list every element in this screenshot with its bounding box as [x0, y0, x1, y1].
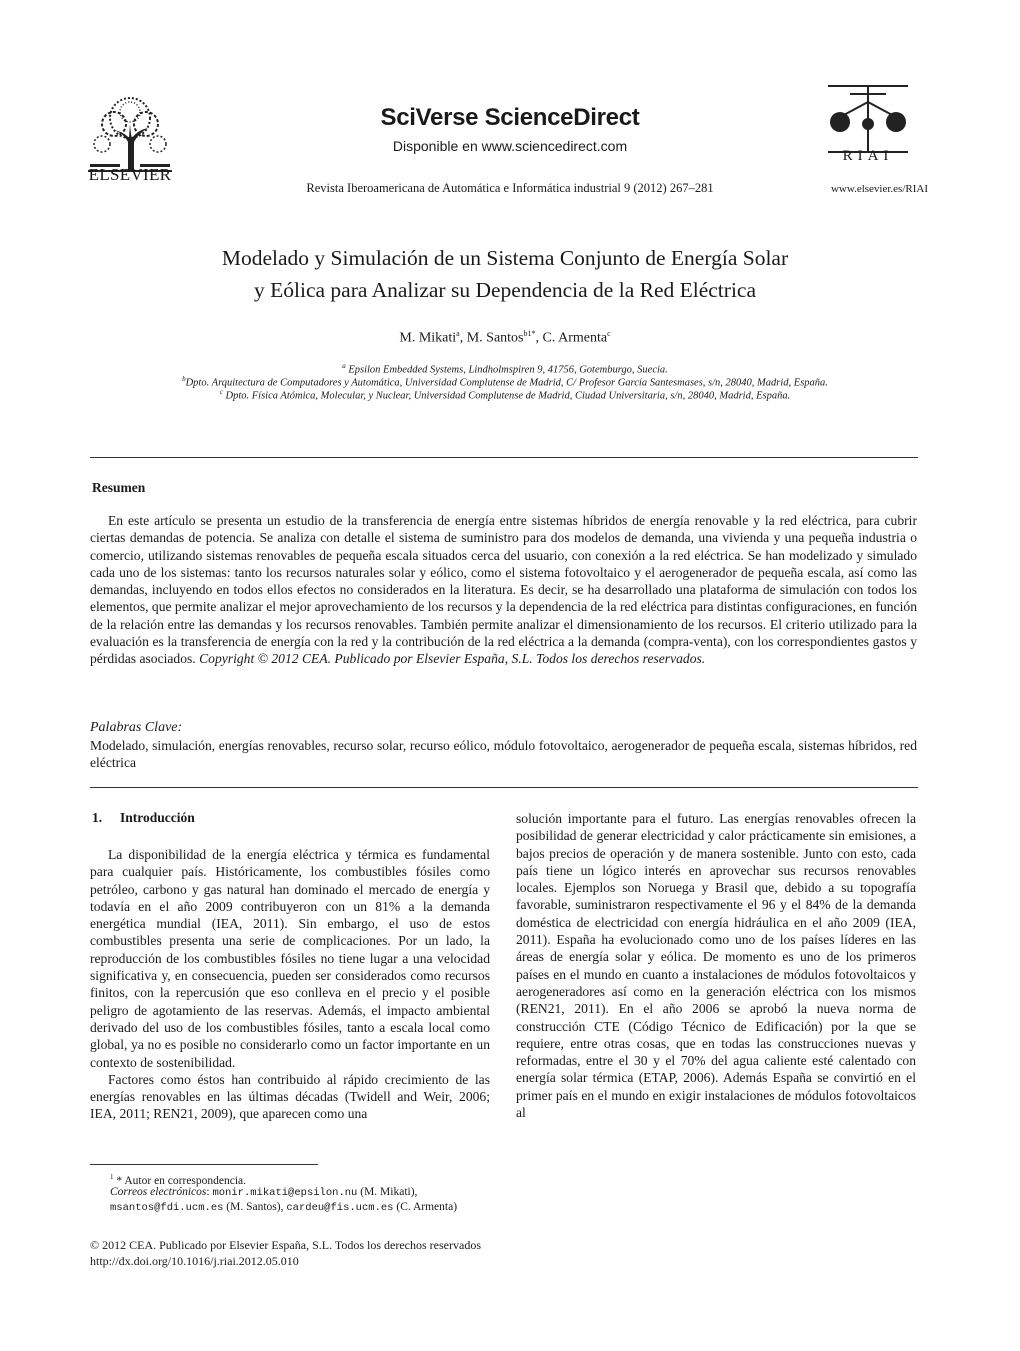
- footnote-line: [110, 1200, 457, 1216]
- riai-name: RIAI: [842, 148, 894, 164]
- affiliation: [90, 362, 920, 376]
- affiliation-text: Epsilon Embedded Systems, Lindholmspiren 9, 41756, Gotemburgo, Suecia.: [348, 364, 668, 376]
- author-name: M. Mikati: [399, 330, 457, 346]
- affiliation-mark: a: [342, 362, 346, 370]
- abstract-body: [90, 512, 917, 668]
- column-left: [90, 846, 490, 1123]
- affiliation-mark: c: [219, 388, 223, 396]
- bottom-copyright: © 2012 CEA. Publicado por Elsevier España, S.L. Todos los derechos reservados: [90, 1238, 481, 1252]
- paragraph: solución importante para el futuro. Las energías renovables ofrecen la posibilidad de generar electricidad y calor prácticamente sin emisiones, a bajos precios de operación y de manera sostenible. Junto con esto, cada país tiene un lógico interés en aprovechar sus recursos renovables locales. Ejemplos son Noruega y Brasil que, debido a su topografía favorable, suministraron respectivamente el 96 y el 84% de la demanda doméstica de electricidad con energía hidráulica en el año 2009 (IEA, 2011). España ha evolucionado como uno de los países líderes en las áreas de energía solar y eólica. De momento es uno de los primeros países en el mundo en cuanto a instalaciones de módulos fotovoltaicos y aerogeneradores así como en la generación eléctrica con los mismos (REN21, 2011). En el año 2006 se aprobó la nueva norma de construcción CTE (Código Técnico de Edificación) por la que se requiere, entre otras cosas, que en todas las construcciones nuevas y reformadas, entre el 30 y el 70% del agua caliente esté calentado con energía solar térmica (ETAP, 2006). Además España se convirtió en el primer país en el mundo en exigir instalaciones de módulos fotovoltaicos al: [516, 811, 916, 1121]
- affiliation: [90, 375, 920, 389]
- email-owner: (M. Santos),: [223, 1201, 287, 1213]
- affiliation-text: Dpto. Arquitectura de Computadores y Automática, Universidad Complutense de Madrid, C/ Profesor García Santesmases, s/n, 28040, Madrid, España.: [185, 377, 828, 389]
- keywords-heading: Palabras Clave:: [90, 720, 183, 735]
- email-link[interactable]: cardeu@fis.ucm.es: [286, 1202, 394, 1214]
- paragraph: Factores como éstos han contribuido al rápido crecimiento de las energías renovables en las últimas décadas (Twidell and Weir, 2006; IEA, 2011; REN21, 2009), que aparecen como una: [90, 1071, 490, 1122]
- section-heading: [92, 810, 195, 826]
- doi-link[interactable]: http://dx.doi.org/10.1016/j.riai.2012.05.010: [90, 1254, 299, 1268]
- emails-label: Correos electrónicos: [110, 1186, 207, 1198]
- divider: [90, 787, 918, 788]
- affiliation: [90, 388, 920, 402]
- email-link[interactable]: monir.mikati@epsilon.nu: [212, 1187, 358, 1199]
- footnote-line: Correos electrónicos: monir.mikati@epsilon.nu (M. Mikati),: [110, 1186, 418, 1199]
- abstract-heading: Resumen: [92, 480, 146, 495]
- availability-line: Disponible en www.sciencedirect.com: [392, 138, 628, 154]
- publisher-name: ELSEVIER: [88, 165, 172, 184]
- title-line-2: y Eólica para Analizar su Dependencia de la Red Eléctrica: [253, 278, 757, 302]
- section-title: Introducción: [120, 810, 195, 825]
- paragraph: La disponibilidad de la energía eléctrica y térmica es fundamental para cualquier país. Históricamente, los combustibles fósiles como petróleo, carbono y gas natural han dominado el mercado de energía y todavía en el año 2009 contribuyeron con un 81% a la demanda energética mundial (IEA, 2011). Sin embargo, el uso de estos combustibles presenta una serie de complicaciones. Por un lado, la reproducción de los combustibles fósiles no tiene lugar a una velocidad significativa y, en consecuencia, pueden ser considerados como recursos finitos, con la repercusión que eso conlleva en el precio y el posible peligro de agotamiento de las reservas. Además, el impacto ambiental derivado del uso de los combustibles fósiles, tanto a escala local como global, ya no es posible no considerarlo como un factor importante en un contexto de sostenibilidad.: [90, 847, 490, 1070]
- riai-url: www.elsevier.es/RIAI: [830, 183, 928, 195]
- email-owner: (M. Mikati),: [357, 1186, 418, 1198]
- author-name: M. Santos: [466, 330, 524, 346]
- section-number: 1.: [92, 810, 103, 825]
- journal-citation: Revista Iberoamericana de Automática e Informática industrial 9 (2012) 267–281: [306, 181, 714, 195]
- affiliation-mark: b: [182, 375, 186, 383]
- email-link[interactable]: msantos@fdi.ucm.es: [110, 1202, 224, 1214]
- riai-emblem-logo: [826, 84, 910, 154]
- article-title: [90, 242, 920, 306]
- author-mark: a: [456, 329, 460, 338]
- email-owner: (C. Armenta): [393, 1201, 458, 1213]
- footnote-mark: 1: [110, 1173, 114, 1181]
- platform-name: SciVerse ScienceDirect: [380, 104, 640, 131]
- author-mark: b1*: [523, 329, 536, 338]
- author-name: C. Armenta: [542, 330, 608, 346]
- keywords-text: Modelado, simulación, energías renovables, recurso solar, recurso eólico, módulo fotovoltaico, aerogenerador de pequeña escala, sistemas híbridos, red eléctrica: [90, 738, 917, 771]
- divider: [90, 457, 918, 458]
- footnote-text: * Autor en correspondencia.: [113, 1174, 247, 1187]
- abstract-copyright: Copyright © 2012 CEA. Publicado por Elsevier España, S.L. Todos los derechos reservados.: [199, 651, 706, 667]
- footnote-rule: [90, 1164, 318, 1165]
- author-mark: c: [607, 329, 611, 338]
- author-list: M. Mikati$^a$, M. Santos$^{b1*}$, C. Armenta$^c$: [399, 329, 611, 346]
- affiliation-text: Dpto. Física Atómica, Molecular, y Nuclear, Universidad Complutense de Madrid, Ciudad Universitaria, s/n, 28040, Madrid, España.: [225, 390, 791, 402]
- abstract-text: En este artículo se presenta un estudio de la transferencia de energía entre sistemas híbridos de energía renovable y la red eléctrica, para cubrir ciertas demandas de potencia. Se analiza con detalle el sistema de suministro para dos modelos de demanda, una vivienda y una pequeña industria o comercio, utilizando sistemas renovables de pequeña escala situados cerca del usuario, con conexión a la red eléctrica. Se han modelizado y simulado cada uno de los sistemas: tanto los recursos naturales solar y eólico, como el sistema fotovoltaico y el aerogenerador de pequeña escala, así como las demandas, incluyendo en todos ellos efectos no considerados en la literatura. Es decir, se ha desarrollado una plataforma de simulación con todos los elementos, que permite analizar el mejor aprovechamiento de los recursos y la dependencia de la red eléctrica para distintas configuraciones, en función de la relación entre las demandas y los recursos renovables. También permite analizar el dimensionamiento de los recursos. El criterio utilizado para la evaluación es la transferencia de energía con la red y la contribución de la red eléctrica a la demanda (compra-venta), con los correspondientes gastos y pérdidas asociados.: [90, 513, 917, 667]
- title-line-1: Modelado y Simulación de un Sistema Conjunto de Energía Solar: [221, 246, 789, 270]
- column-right: [516, 810, 916, 1121]
